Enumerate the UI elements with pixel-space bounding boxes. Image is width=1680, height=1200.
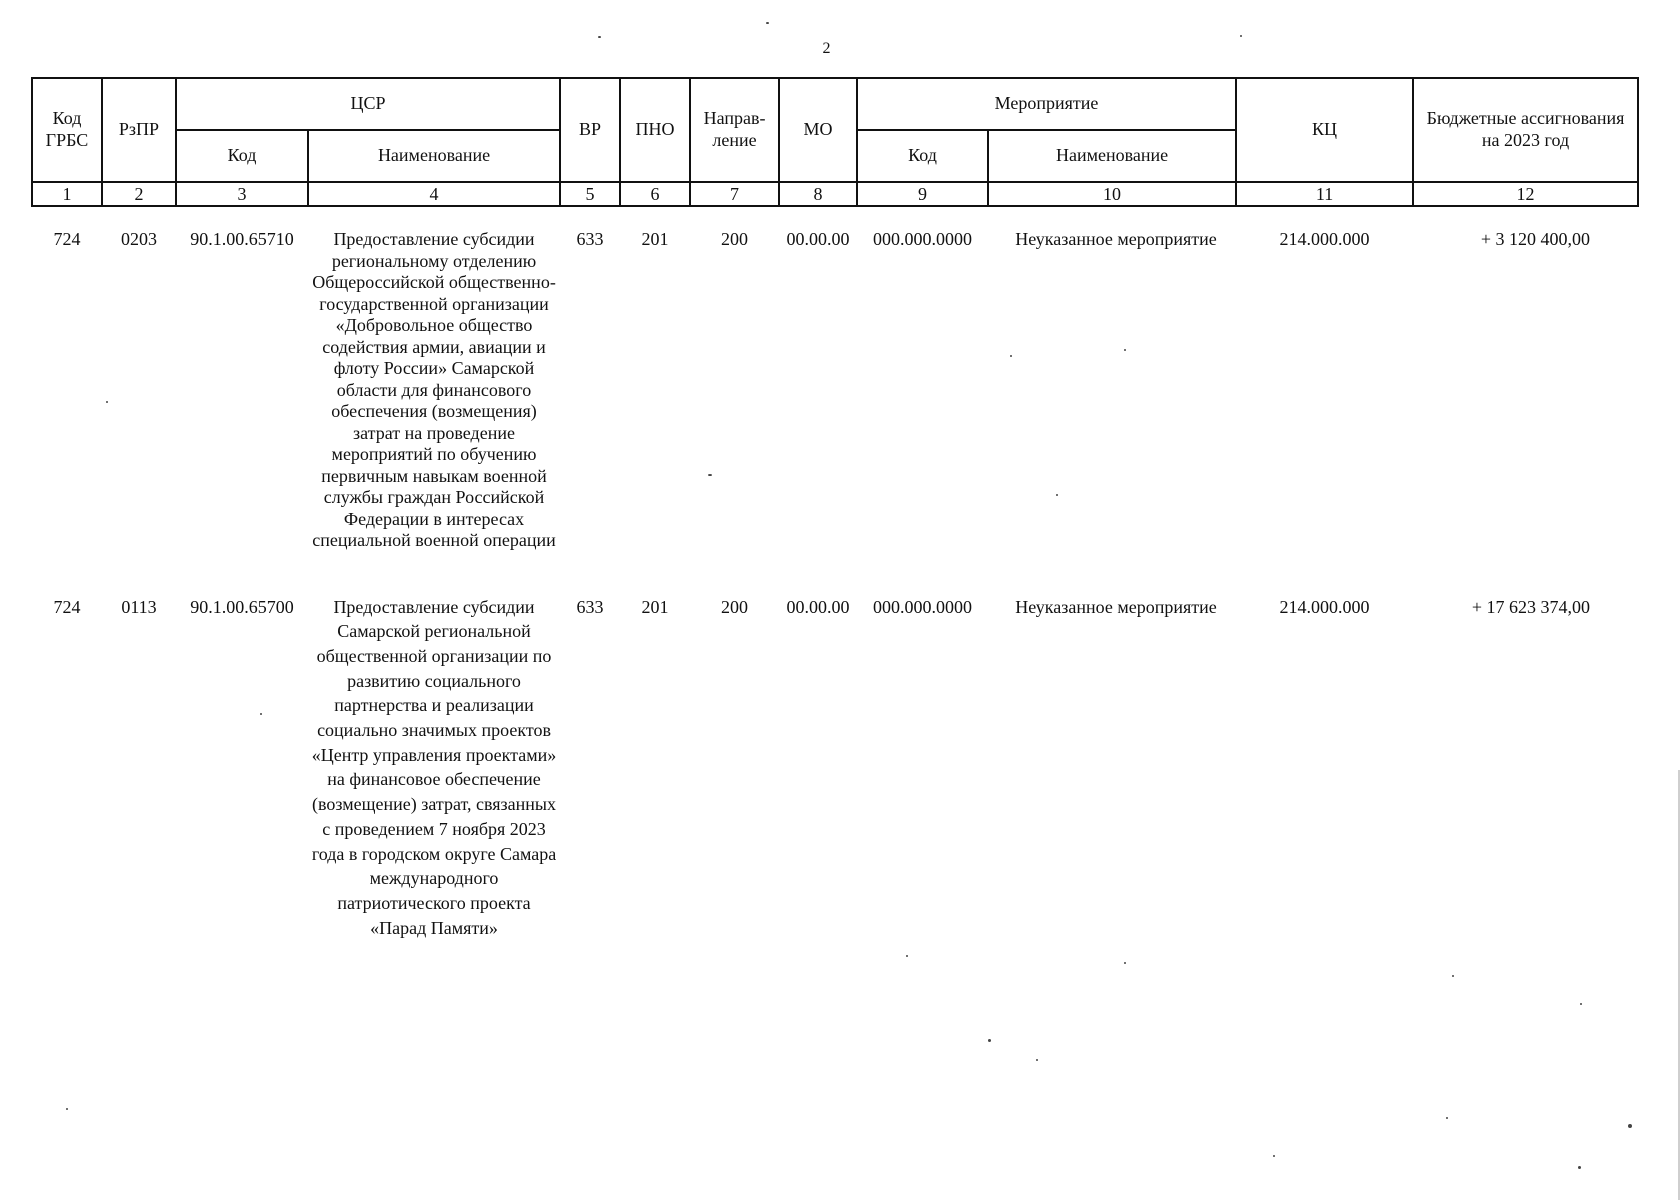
header-event: Мероприятие xyxy=(857,78,1236,130)
scan-speck xyxy=(1273,1155,1275,1157)
cell-mo: 00.00.00 xyxy=(786,229,850,249)
cell-csr-name: Предоставление субсидии региональному отделению Общероссийской общественно-государственной организации «Добровольное общество содействия армии, авиации и флоту России» Самарской области для финансового обеспечения (возмещения) затрат на проведение мероприятий по обучению первичным навыкам военной службы граждан Российской Федерации в интересах специальной военной операции xyxy=(312,229,556,550)
cell-csr-name: Предоставление субсидии Самарской региональной общественной организации по развитию социального партнерства и реализации социально значимых проектов «Центр управления проектами» на финансовое обеспечение (возмещение) затрат, связанных с проведением 7 ноября 2023 года в городском округе Самара международного патриотического проекта «Парад Памяти» xyxy=(311,596,557,938)
header-direction: Направ-ление xyxy=(690,78,779,182)
scan-speck xyxy=(1010,355,1012,357)
scan-speck xyxy=(1446,1117,1448,1119)
header-rzpr: РзПР xyxy=(102,78,176,182)
header-csr: ЦСР xyxy=(176,78,560,130)
table-row xyxy=(32,595,1638,941)
cell-csr-kod: 90.1.00.65700 xyxy=(190,596,294,617)
scan-speck xyxy=(988,1039,991,1042)
cell-csr-kod: 90.1.00.65710 xyxy=(190,229,294,249)
header-budget: Бюджетные ассигнования на 2023 год xyxy=(1413,78,1638,182)
header-csr-kod: Код xyxy=(176,130,308,182)
scan-speck xyxy=(1124,962,1126,964)
header-kc: КЦ xyxy=(1236,78,1413,182)
column-number: 6 xyxy=(620,182,690,206)
cell-kc: 214.000.000 xyxy=(1279,229,1370,249)
column-number: 12 xyxy=(1413,182,1638,206)
scan-speck xyxy=(766,22,769,24)
scan-speck xyxy=(106,401,108,403)
header-kod-grbs: Код ГРБС xyxy=(32,78,102,182)
cell-event-kod: 000.000.0000 xyxy=(873,229,973,249)
scan-speck xyxy=(1036,1059,1038,1061)
cell-event-name: Неуказанное мероприятие xyxy=(1015,596,1217,617)
column-number-row xyxy=(32,182,1638,206)
scan-speck xyxy=(598,36,601,38)
cell-event-kod: 000.000.0000 xyxy=(873,596,973,617)
cell-vr: 633 xyxy=(576,229,604,249)
cell-direction: 200 xyxy=(721,229,749,249)
column-number: 11 xyxy=(1236,182,1413,206)
column-number: 5 xyxy=(560,182,620,206)
cell-pno: 201 xyxy=(641,229,669,249)
column-number: 1 xyxy=(32,182,102,206)
column-number: 10 xyxy=(988,182,1236,206)
column-number: 2 xyxy=(102,182,176,206)
cell-pno: 201 xyxy=(641,596,669,617)
scan-speck xyxy=(260,713,262,715)
page-number: 2 xyxy=(822,40,831,57)
cell-kod-grbs: 724 xyxy=(53,596,81,617)
header-csr-name: Наименование xyxy=(308,130,560,182)
cell-kc: 214.000.000 xyxy=(1279,596,1370,617)
column-number: 4 xyxy=(308,182,560,206)
cell-amount: + 17 623 374,00 xyxy=(1471,596,1591,617)
header-pno: ПНО xyxy=(620,78,690,182)
header-row-top xyxy=(32,78,1638,130)
column-number: 7 xyxy=(690,182,779,206)
scan-speck xyxy=(1240,35,1242,37)
scan-speck xyxy=(1452,975,1454,977)
cell-direction: 200 xyxy=(721,596,749,617)
scan-speck xyxy=(66,1108,68,1110)
column-number: 9 xyxy=(857,182,988,206)
header-mo: МО xyxy=(779,78,857,182)
scan-speck xyxy=(1578,1166,1581,1169)
cell-vr: 633 xyxy=(576,596,604,617)
cell-rzpr: 0203 xyxy=(121,229,157,249)
column-number: 3 xyxy=(176,182,308,206)
scan-speck xyxy=(1124,349,1126,351)
cell-rzpr: 0113 xyxy=(121,596,157,617)
cell-kod-grbs: 724 xyxy=(53,229,81,249)
header-event-kod: Код xyxy=(857,130,988,182)
header-event-name: Наименование xyxy=(988,130,1236,182)
column-number: 8 xyxy=(779,182,857,206)
scan-speck xyxy=(1580,1003,1582,1005)
budget-table xyxy=(31,77,1639,940)
cell-mo: 00.00.00 xyxy=(786,596,850,617)
scan-speck xyxy=(1056,494,1058,496)
spacer-row xyxy=(32,206,1638,229)
table-row xyxy=(32,229,1638,595)
cell-amount: + 3 120 400,00 xyxy=(1480,229,1591,249)
header-vr: ВР xyxy=(560,78,620,182)
scan-speck xyxy=(906,955,908,957)
scan-speck xyxy=(1628,1124,1632,1128)
scan-speck xyxy=(708,474,712,476)
cell-event-name: Неуказанное мероприятие xyxy=(1015,229,1217,249)
